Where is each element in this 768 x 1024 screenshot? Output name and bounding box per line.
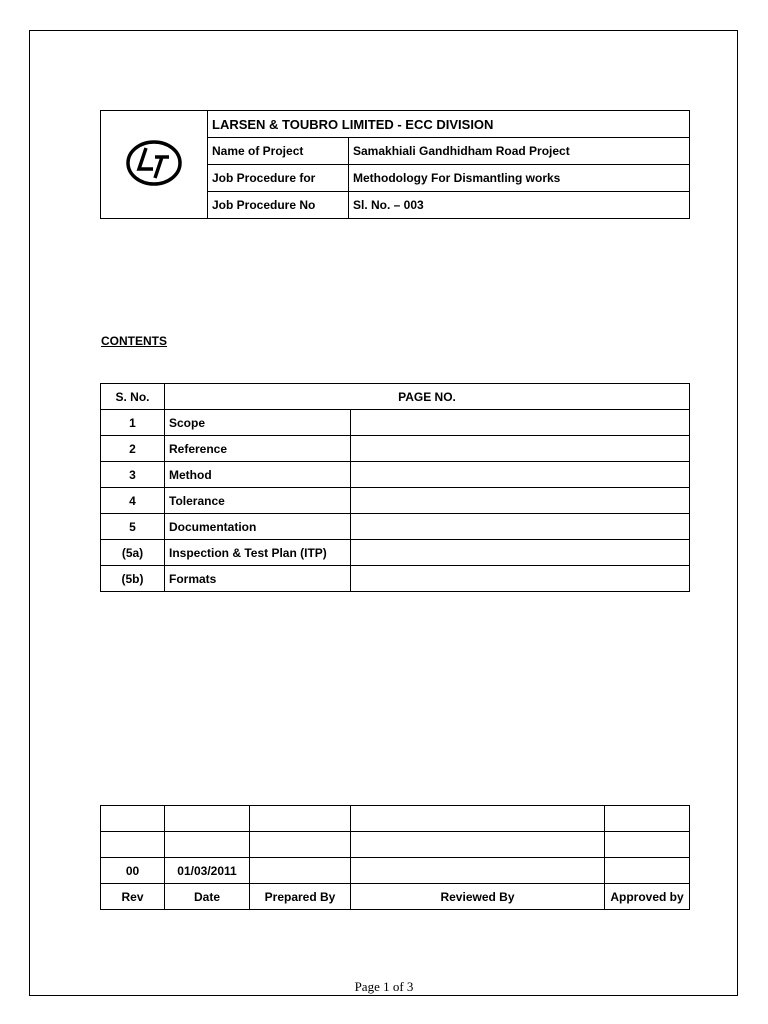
row-page [351,410,690,436]
table-row [101,488,690,514]
table-row [101,858,690,884]
table-row [101,462,690,488]
row-sno: (5b) [101,566,165,592]
contents-heading: CONTENTS [101,334,167,348]
procedure-value: Methodology For Dismantling works [349,165,690,192]
rev-header: Rev [101,884,165,910]
project-value: Samakhiali Gandhidham Road Project [349,138,690,165]
row-sno: 2 [101,436,165,462]
table-row [101,540,690,566]
procedure-label: Job Procedure for [208,165,349,192]
page-number: Page 1 of 3 [354,979,414,994]
procedure-no-value: Sl. No. – 003 [349,192,690,219]
row-title: Formats [165,566,351,592]
row-sno: (5a) [101,540,165,566]
date-header: Date [165,884,250,910]
row-page [351,462,690,488]
row-sno: 5 [101,514,165,540]
row-page [351,514,690,540]
row-page [351,566,690,592]
reviewed-by-header: Reviewed By [351,884,605,910]
row-page [351,488,690,514]
row-title: Tolerance [165,488,351,514]
row-sno: 3 [101,462,165,488]
prepared-by-header: Prepared By [250,884,351,910]
table-row [101,884,690,910]
row-page [351,436,690,462]
row-page [351,540,690,566]
header-table [100,110,690,219]
procedure-no-label: Job Procedure No [208,192,349,219]
col-sno-header: S. No. [101,384,165,410]
row-title: Scope [165,410,351,436]
contents-table [100,383,690,592]
table-row [101,436,690,462]
table-row [101,514,690,540]
rev-date: 01/03/2011 [165,858,250,884]
project-label: Name of Project [208,138,349,165]
table-row [101,806,690,832]
logo-cell [101,111,208,219]
row-sno: 1 [101,410,165,436]
company-title: LARSEN & TOUBRO LIMITED - ECC DIVISION [208,111,690,138]
lt-logo [124,139,184,187]
approved-by-header: Approved by [605,884,690,910]
table-row [101,832,690,858]
row-title: Method [165,462,351,488]
row-sno: 4 [101,488,165,514]
row-title: Reference [165,436,351,462]
revision-table [100,805,690,910]
table-row [101,566,690,592]
rev-number: 00 [101,858,165,884]
row-title: Documentation [165,514,351,540]
col-page-header: PAGE NO. [165,384,690,410]
row-title: Inspection & Test Plan (ITP) [165,540,351,566]
table-row [101,410,690,436]
